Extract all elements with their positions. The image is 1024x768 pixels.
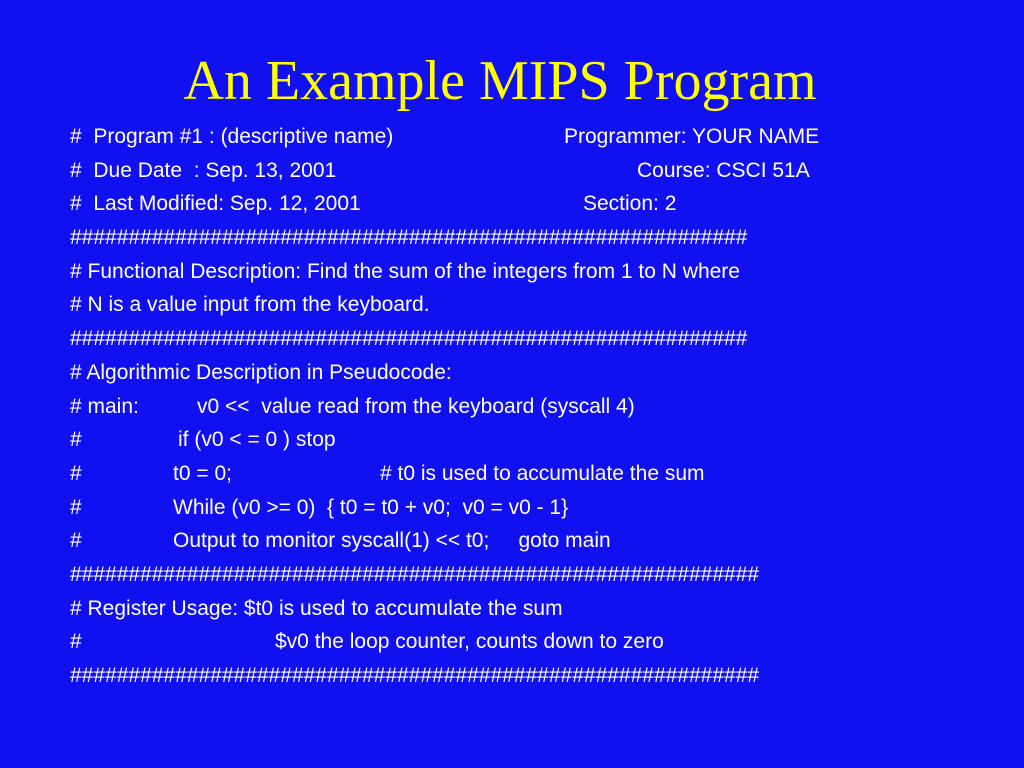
register-v0-usage: $v0 the loop counter, counts down to zero xyxy=(275,630,664,654)
comment-hash: # xyxy=(70,428,82,452)
course: Course: CSCI 51A xyxy=(637,158,810,182)
main-code: v0 << value read from the keyboard (syscall 4) xyxy=(197,394,635,418)
main-label: # main: xyxy=(70,394,139,418)
pseudocode-t0-line xyxy=(70,457,1010,491)
code-comment-block xyxy=(70,120,1010,693)
pseudocode-main-line xyxy=(70,390,1010,424)
separator: ########################################################### xyxy=(70,664,760,687)
comment-hash: # xyxy=(70,630,82,654)
separator: ########################################################## xyxy=(70,327,748,351)
program-line xyxy=(70,120,1010,154)
separator: ########################################################### xyxy=(70,562,760,586)
comment-hash: # xyxy=(70,529,82,553)
section: Section: 2 xyxy=(583,192,677,216)
programmer-name: Programmer: YOUR NAME xyxy=(564,125,820,148)
separator: ########################################################## xyxy=(70,226,748,250)
due-date: # Due Date : Sep. 13, 2001 xyxy=(70,158,337,182)
pseudocode-while-line xyxy=(70,491,1010,525)
pseudocode-output-line xyxy=(70,524,1010,558)
output-code: Output to monitor syscall(1) << t0; goto main xyxy=(173,529,611,553)
last-modified-line xyxy=(70,187,1010,221)
comment-hash: # xyxy=(70,495,82,519)
functional-description-line-2: # N is a value input from the keyboard. xyxy=(70,293,430,317)
algorithmic-heading: # Algorithmic Description in Pseudocode: xyxy=(70,360,452,384)
comment-hash: # xyxy=(70,461,82,485)
pseudocode-if-line xyxy=(70,423,1010,457)
last-modified: # Last Modified: Sep. 12, 2001 xyxy=(70,192,361,216)
register-usage-line-2 xyxy=(70,625,1010,659)
if-code: if (v0 < = 0 ) stop xyxy=(178,428,336,452)
t0-comment: # t0 is used to accumulate the sum xyxy=(380,461,705,485)
due-date-line xyxy=(70,154,1010,188)
functional-description-line-1: # Functional Description: Find the sum of the integers from 1 to N where xyxy=(70,259,740,283)
slide-title: An Example MIPS Program xyxy=(183,50,817,112)
while-code: While (v0 >= 0) { t0 = t0 + v0; v0 = v0 - 1} xyxy=(173,495,569,519)
t0-code: t0 = 0; xyxy=(173,461,232,485)
register-usage-line-1: # Register Usage: $t0 is used to accumulate the sum xyxy=(70,596,563,620)
program-name: # Program #1 : (descriptive name) xyxy=(70,125,394,148)
